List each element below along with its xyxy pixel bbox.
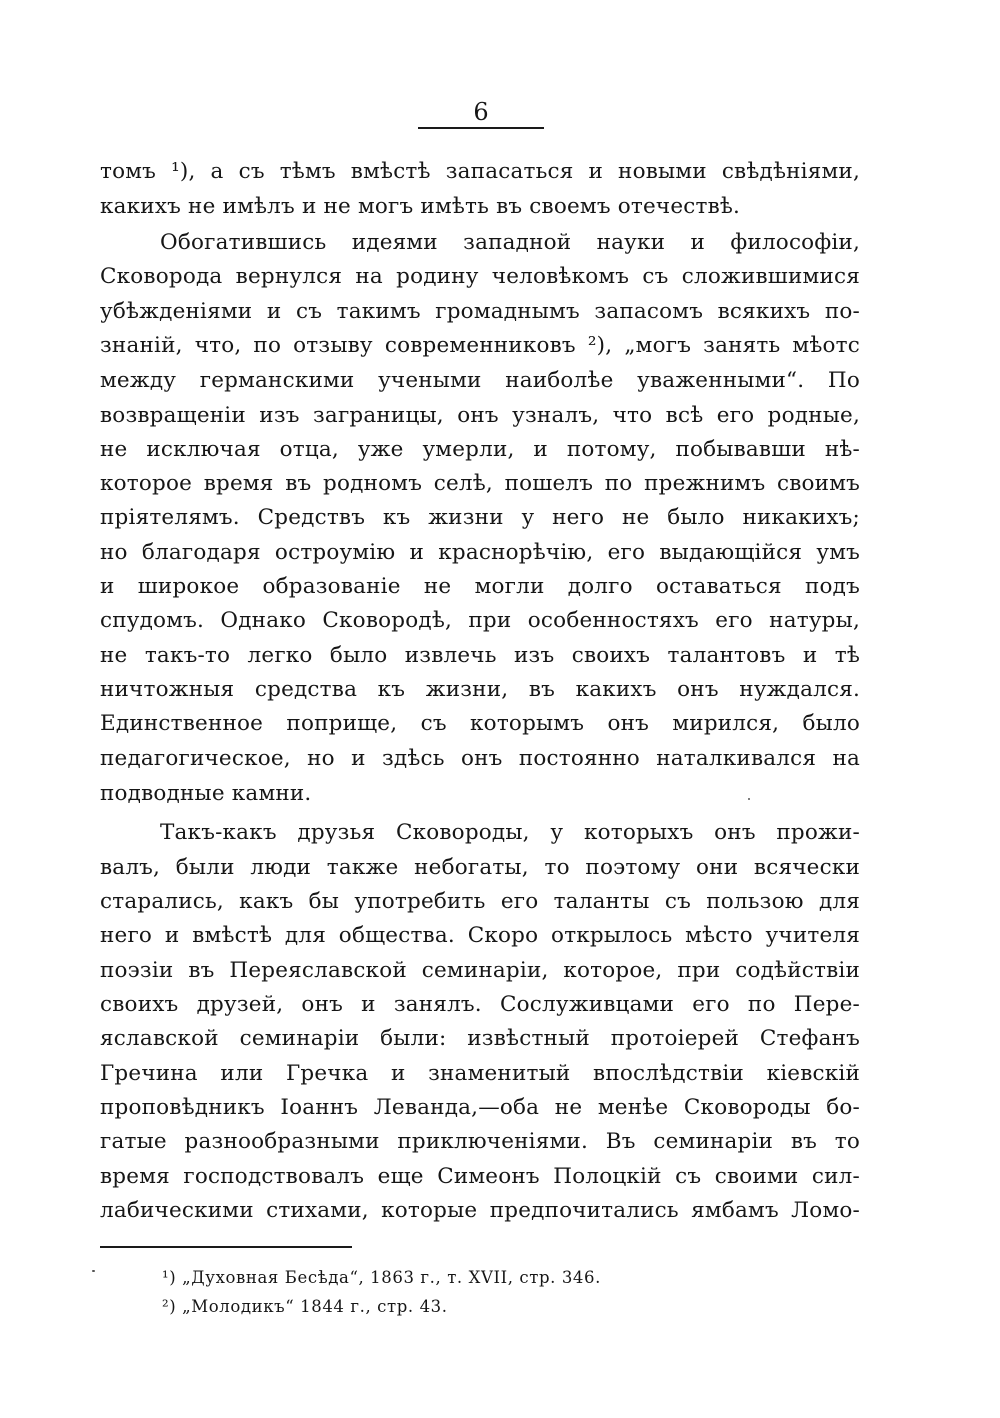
scan-speck (92, 1270, 95, 1272)
text-line: но благодаря остроумію и краснорѣчію, его выдающійся умъ (100, 540, 860, 565)
text-line: Сковорода вернулся на родину человѣкомъ съ сложившимися (100, 264, 860, 289)
text-line: не исключая отца, уже умерли, и потому, побывавши нѣ- (100, 437, 860, 462)
text-line: педагогическое, но и здѣсь онъ постоянно наталкивался на (100, 746, 860, 771)
footnote-rule (100, 1246, 352, 1248)
text-line: знаній, что, по отзыву современниковъ ²), „могъ занять мѣотс (100, 333, 860, 358)
text-line: своихъ друзей, онъ и занялъ. Сослуживцами его по Пере- (100, 992, 860, 1017)
text-line: ничтожныя средства къ жизни, въ какихъ онъ нуждался. (100, 677, 860, 702)
text-line: и широкое образованіе не могли долго оставаться подъ (100, 574, 860, 599)
text-line: убѣжденіями и съ такимъ громаднымъ запасомъ всякихъ по- (100, 299, 860, 324)
text-line: подводные камни. (100, 781, 312, 806)
page-number: 6 (473, 98, 489, 126)
text-line: время господствовалъ еще Симеонъ Полоцкій съ своими сил- (100, 1164, 860, 1189)
scan-speck (748, 798, 750, 800)
text-line: Гречина или Гречка и знаменитый впослѣдствіи кіевскій (100, 1061, 860, 1086)
text-line: поэзіи въ Переяславской семинаріи, которое, при содѣйствіи (100, 958, 860, 983)
text-line: валъ, были люди также небогаты, то поэтому они всячески (100, 855, 860, 880)
text-line: гатые разнообразными приключеніями. Въ семинаріи въ то (100, 1129, 860, 1154)
text-line: возвращеніи изъ заграницы, онъ узналъ, что всѣ его родные, (100, 403, 860, 428)
text-line: него и вмѣстѣ для общества. Скоро открылось мѣсто учителя (100, 923, 860, 948)
text-line: какихъ не имѣлъ и не могъ имѣть въ своемъ отечествѣ. (100, 194, 741, 219)
text-line: которое время въ родномъ селѣ, пошелъ по прежнимъ своимъ (100, 471, 860, 496)
footnote: ²) „Молодикъ“ 1844 г., стр. 43. (162, 1297, 448, 1316)
text-line: Такъ-какъ друзья Сковороды, у которыхъ онъ прожи- (160, 820, 860, 845)
text-line: между германскими учеными наиболѣе уваженными“. По (100, 368, 860, 393)
text-line: томъ ¹), а съ тѣмъ вмѣстѣ запасаться и новыми свѣдѣніями, (100, 159, 860, 184)
text-line: Обогатившись идеями западной науки и философіи, (160, 230, 860, 255)
footnote: ¹) „Духовная Бесѣда“, 1863 г., т. XVII, стр. 346. (162, 1268, 601, 1287)
text-line: пріятелямъ. Средствъ къ жизни у него не было никакихъ; (100, 505, 860, 530)
page-number-rule (418, 127, 544, 129)
text-line: проповѣдникъ Іоаннъ Леванда,—оба не менѣе Сковороды бо- (100, 1095, 860, 1120)
text-line: не такъ-то легко было извлечь изъ своихъ талантовъ и тѣ (100, 643, 860, 668)
text-line: лабическими стихами, которые предпочитались ямбамъ Ломо- (100, 1198, 860, 1223)
text-line: яславской семинаріи были: извѣстный протоіерей Стефанъ (100, 1026, 860, 1051)
text-line: старались, какъ бы употребить его таланты съ пользою для (100, 889, 860, 914)
text-line: спудомъ. Однако Сковородѣ, при особенностяхъ его натуры, (100, 608, 860, 633)
text-line: Единственное поприще, съ которымъ онъ мирился, было (100, 711, 860, 736)
